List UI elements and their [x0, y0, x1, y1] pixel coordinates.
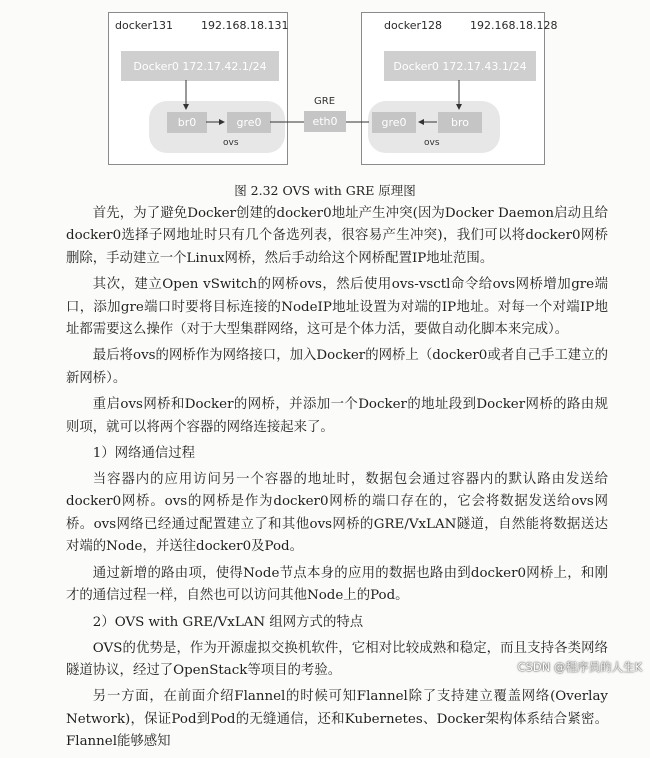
right-bro-port: bro — [438, 112, 482, 133]
paragraph: 其次，建立Open vSwitch的网桥ovs，然后使用ovs-vsctl命令给ovs网桥增加gre端口，添加gre端口时要将目标连接的NodeIP地址设置为对端的IP地址。对每一个对端IP地址都需要这么操作（对于大型集群网络，这可是个体力活，要做自动化脚本来完成）。 — [66, 277, 608, 338]
left-gre0-port: gre0 — [227, 112, 271, 133]
left-host-name: docker131 — [115, 19, 174, 32]
eth0-port: eth0 — [304, 111, 346, 132]
paragraph: 通过新增的路由项，使得Node节点本身的应用的数据也路由到docker0网桥上，和刚才的通信过程一样，自然也可以访问其他Node上的Pod。 — [66, 565, 608, 604]
paragraph: OVS的优势是，作为开源虚拟交换机软件，它相对比较成熟和稳定，而且支持各类网络隧道协议，经过了OpenStack等项目的考验。 — [66, 640, 608, 678]
paragraph: 当容器内的应用访问另一个容器的地址时，数据包会通过容器内的默认路由发送给docker0网桥。ovs的网桥是作为docker0网桥的端口存在的，它会将数据发送给ovs网桥。ovs网络已经通过配置建立了和其他ovs网桥的GRE/VxLAN隧道，自然能将数据送达对端的Node，并送往docker0及Pod。 — [66, 472, 608, 555]
section-heading-1: 1）网络通信过程 — [92, 446, 196, 462]
right-host-ip: 192.168.18.128 — [470, 19, 558, 32]
right-docker0-bridge: Docker0 172.17.43.1/24 — [384, 51, 536, 81]
paragraph: 首先，为了避免Docker创建的docker0地址产生冲突(因为Docker Daemon启动且给docker0选择子网地址时只有几个备选列表，很容易产生冲突)，我们可以将docker0网桥删除，手动建立一个Linux网桥，然后手动给这个网桥配置IP地址范围。 — [66, 206, 608, 266]
ovs-gre-diagram — [0, 0, 650, 200]
left-docker0-bridge: Docker0 172.17.42.1/24 — [121, 51, 279, 81]
right-ovs-label: ovs — [424, 138, 440, 148]
right-host-name: docker128 — [384, 19, 443, 32]
paragraph: 另一方面，在前面介绍Flannel的时候可知Flannel除了支持建立覆盖网络(Overlay Network)，保证Pod到Pod的无缝通信，还和Kubernetes、Docker架构体系结合紧密。Flannel能够感知 — [66, 689, 608, 750]
watermark: CSDN @程序员的人生K — [517, 660, 642, 674]
diagram-connectors — [0, 0, 650, 200]
gre-tunnel-label: GRE — [314, 96, 336, 107]
left-host-ip: 192.168.18.131 — [201, 19, 289, 32]
right-gre0-port: gre0 — [372, 112, 416, 133]
left-ovs-label: ovs — [223, 138, 239, 148]
figure-caption: 图 2.32 OVS with GRE 原理图 — [234, 183, 416, 198]
paragraph: 重启ovs网桥和Docker的网桥，并添加一个Docker的地址段到Docker网桥的路由规则项，就可以将两个容器的网络连接起来了。 — [66, 397, 608, 435]
section-heading-2: 2）OVS with GRE/VxLAN 组网方式的特点 — [92, 614, 364, 630]
left-br0-port: br0 — [167, 112, 207, 133]
paragraph: 最后将ovs的网桥作为网络接口，加入Docker的网桥上（docker0或者自己手工建立的新网桥）。 — [66, 348, 608, 386]
